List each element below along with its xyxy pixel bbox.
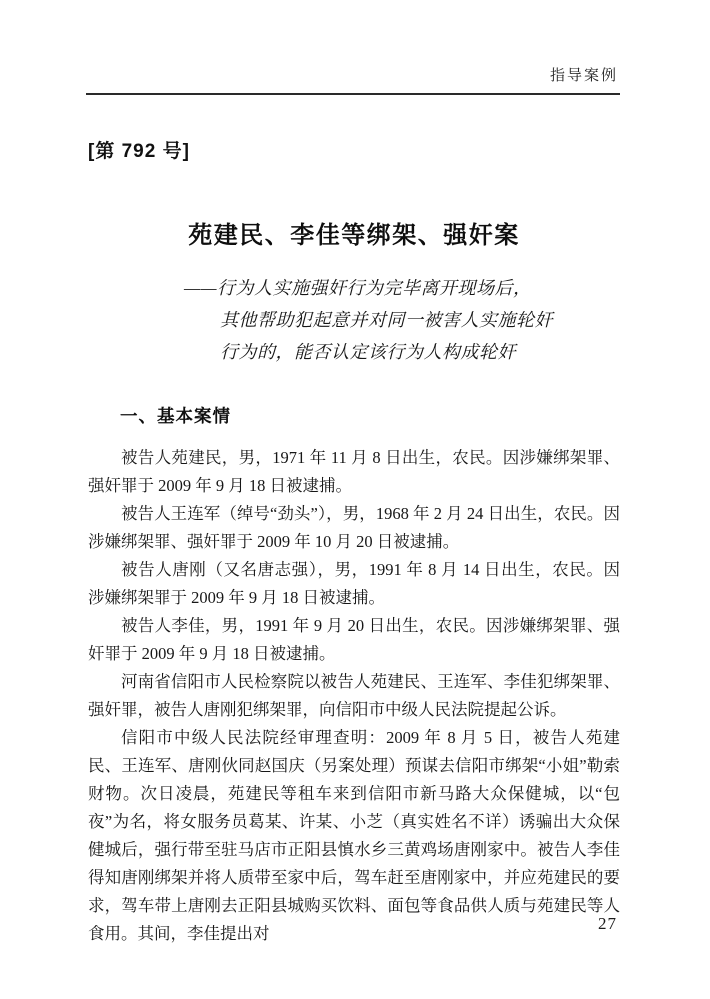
body-text (88, 444, 620, 948)
body-paragraph: 被告人王连军（绰号“劲头”），男，1968 年 2 月 24 日出生，农民。因涉嫌绑架罪、强奸罪于 2009 年 10 月 20 日被逮捕。 (88, 504, 620, 551)
case-number: [第 792 号] (88, 141, 190, 162)
subtitle-line: 其他帮助犯起意并对同一被害人实施轮奸 (220, 310, 553, 330)
page-number: 27 (598, 914, 617, 933)
subtitle-line: 行为的，能否认定该行为人构成轮奸 (220, 342, 516, 362)
running-header: 指导案例 (549, 68, 618, 84)
body-paragraph: 信阳市中级人民法院经审理查明：2009 年 8 月 5 日，被告人苑建民、王连军、唐刚伙同赵国庆（另案处理）预谋去信阳市绑架“小姐”勒索财物。次日凌晨，苑建民等租车来到信阳市新马路大众保健城，以“包夜”为名，将女服务员葛某、许某、小芝（真实姓名不详）诱骗出大众保健城后，强行带至驻马店市正阳县慎水乡三黄鸡场唐刚家中。被告人李佳得知唐刚绑架并将人质带至家中后，驾车赶至唐刚家中，并应苑建民的要求，驾车带上唐刚去正阳县城购买饮料、面包等食品供人质与苑建民等人食用。其间，李佳提出对 (88, 728, 620, 943)
section-heading-basic-facts: 一、基本案情 (120, 406, 231, 426)
case-title: 苑建民、李佳等绑架、强奸案 (188, 223, 520, 249)
header-rule (86, 93, 620, 95)
subtitle-line: ——行为人实施强奸行为完毕离开现场后， (184, 278, 532, 298)
body-paragraph: 河南省信阳市人民检察院以被告人苑建民、王连军、李佳犯绑架罪、强奸罪，被告人唐刚犯绑架罪，向信阳市中级人民法院提起公诉。 (88, 672, 620, 719)
body-paragraph: 被告人唐刚（又名唐志强），男，1991 年 8 月 14 日出生，农民。因涉嫌绑架罪于 2009 年 9 月 18 日被逮捕。 (88, 560, 620, 607)
body-paragraph: 被告人李佳，男，1991 年 9 月 20 日出生，农民。因涉嫌绑架罪、强奸罪于 2009 年 9 月 18 日被逮捕。 (88, 616, 620, 663)
body-paragraph: 被告人苑建民，男，1971 年 11 月 8 日出生，农民。因涉嫌绑架罪、强奸罪于 2009 年 9 月 18 日被逮捕。 (88, 448, 620, 495)
case-subtitle (184, 272, 710, 368)
